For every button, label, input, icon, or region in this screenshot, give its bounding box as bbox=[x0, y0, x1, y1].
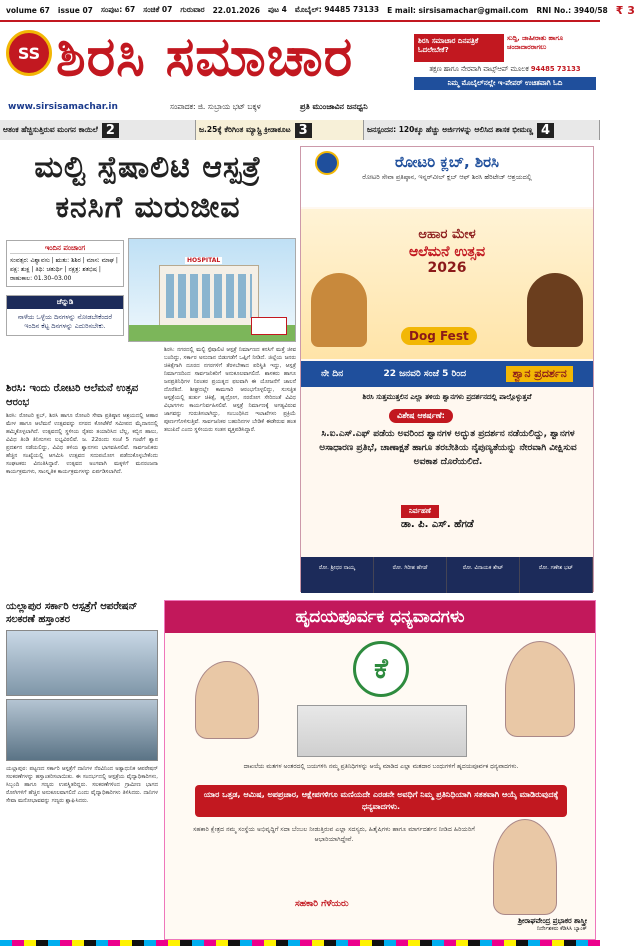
quote-box: ಚೆನ್ನುಡಿ ನಾಳೆಯ ಒಳ್ಳೆಯ ದಿನಗಳನ್ನು ನೋಡಬೇಕೆಂದರೆ ಇಂದಿನ ಕೆಟ್ಟ ದಿನಗಳನ್ನು ಎದುರಿಸಬೇಕು. bbox=[6, 295, 124, 336]
volume: volume 67 bbox=[6, 5, 50, 15]
emblem-icon: SS bbox=[6, 30, 52, 76]
email: E mail: sirsisamachar@gmail.com bbox=[387, 5, 529, 15]
kc-logo-icon: ಕೆ bbox=[353, 641, 409, 697]
story3-photo bbox=[6, 699, 158, 761]
editor-line: ಸಂಪಾದಕ: ಜಿ. ಸುಬ್ರಾಯ ಭಟ್ ಬಕ್ಕಳ bbox=[170, 102, 261, 111]
contact: ರೋ. ಗಣೇಶ ಭಟ್ bbox=[520, 557, 593, 593]
person-photo bbox=[505, 641, 575, 737]
promo-phone: 94485 73133 bbox=[530, 65, 581, 73]
date: 22.01.2026 bbox=[212, 5, 261, 15]
story1-headline[interactable]: ಶಿರಸಿ: ಇಂದು ರೋಟರಿ ಆಲೆಮನೆ ಉತ್ಸವ ಆರಂಭ bbox=[6, 383, 139, 408]
story3-photo bbox=[6, 630, 158, 696]
story3-headline[interactable]: ಯಲ್ಲಾಪುರ ಸರ್ಕಾರಿ ಆಸ್ಪತ್ರೆಗೆ ಆಪರೇಷನ್ ಸಲಕರಣೆ ಹಸ್ತಾಂತರ bbox=[6, 601, 138, 625]
promo-box bbox=[414, 34, 596, 110]
contact: ರೋ. ವಿನಾಯಕ ಶೇಟ್ bbox=[447, 557, 520, 593]
story3-body: ಯಲ್ಲಾಪುರ: ಪಟ್ಟಣದ ಸರ್ಕಾರಿ ಆಸ್ಪತ್ರೆಗೆ ದಾನಿಗಳ ನೆರವಿನಿಂದ ಅತ್ಯಾಧುನಿಕ ಆಪರೇಷನ್ ಸಲಕರಣೆಗಳನ್ನು ಹಸ್ತಾಂತರಿಸಲಾಯಿತು. ಈ ಸಂದರ್ಭದಲ್ಲಿ ಆಸ್ಪತ್ರೆಯ ವೈದ್ಯಾಧಿಕಾರಿಗಳು, ಸಿಬ್ಬಂದಿ ಹಾಗೂ ಗಣ್ಯರು ಉಪಸ್ಥಿತರಿದ್ದರು. ಸಲಕರಣೆಗಳಿಂದ ಗ್ರಾಮೀಣ ಭಾಗದ ರೋಗಿಗಳಿಗೆ ಹೆಚ್ಚಿನ ಅನುಕೂಲವಾಗಲಿದೆ ಎಂದು ವೈದ್ಯಾಧಿಕಾರಿಗಳು ತಿಳಿಸಿದರು. ದಾನಿಗಳ ಸೇವಾ ಮನೋಭಾವವನ್ನು ಗಣ್ಯರು ಶ್ಲಾಘಿಸಿದರು. bbox=[6, 766, 158, 804]
issue: issue 07 bbox=[57, 5, 93, 15]
contacts-row bbox=[301, 557, 593, 593]
dogfest-badge: Dog Fest bbox=[401, 327, 477, 345]
date-band: ನೇ ದಿನ 22 ಜನವರಿ ಸಂಜೆ 5 ರಿಂದ ಶ್ವಾನ ಪ್ರದರ್ಶನ bbox=[301, 361, 593, 387]
mobile: ಮೊಬೈಲ್: 94485 73133 bbox=[294, 5, 380, 14]
thanks-ad: ಹೃದಯಪೂರ್ವಕ ಧನ್ಯವಾದಗಳು ಕೆ ದಾಖಲೆಯ ಮತಗಳ ಅಂತರದಲ್ಲಿ ಜಯಗಳಿಸಿ ನಮ್ಮ ಪ್ರತಿನಿಧಿಗಳನ್ನು ಆಯ್ಕೆ ಮಾಡಿದ ಎಲ್ಲಾ ಮತದಾರ ಬಂಧುಗಳಿಗೆ ಹೃದಯಪೂರ್ವಕ ಧನ್ಯವಾದಗಳು. ಯಾರ ಒತ್ತಡ, ಆಮಿಷ, ಅಪಪ್ರಚಾರ, ಆಕ್ಷೇಪಗಳಿಗೂ ಮಣಿಯದೇ ಎರಡನೇ ಅವಧಿಗೆ ನಿಮ್ಮ ಪ್ರತಿನಿಧಿಯಾಗಿ ಸತತವಾಗಿ ಆಯ್ಕೆ ಮಾಡಿರುವುದಕ್ಕೆ ಧನ್ಯವಾದಗಳು. ಸಹಕಾರಿ ಕ್ಷೇತ್ರದ ನಮ್ಮ ಸಂಸ್ಥೆಯ ಅಭಿವೃದ್ಧಿಗೆ ಸದಾ ಬೆಂಬಲ ನೀಡುತ್ತಿರುವ ಎಲ್ಲಾ ಸದಸ್ಯರು, ಹಿತೈಷಿಗಳು ಹಾಗೂ ಮಾರ್ಗದರ್ಶನ ನೀಡಿದ ಹಿರಿಯರಿಗೆ ಆಭಾರಿಯಾಗಿದ್ದೇವೆ. ಸಹಕಾರಿ ಗೆಳೆಯರು ಶ್ರೀರಾಘವೇಂದ್ರ ಪ್ರಭಾಕರ ಶಾಸ್ತ್ರೀ ನಿರ್ದೇಶಕರು ಕೆಡಿಸಿಸಿ ಬ್ಯಾಂಕ್ bbox=[164, 600, 596, 940]
paper-name: ಶಿರಸಿ ಸಮಾಚಾರ bbox=[56, 25, 354, 88]
volume-kn: ಸಂಪುಟ: 67 bbox=[100, 5, 136, 14]
story2-body: ಶಿರಸಿ: ನಗರದಲ್ಲಿ ಮಲ್ಟಿ ಸ್ಪೆಷಾಲಿಟಿ ಆಸ್ಪತ್ರೆ ನಿರ್ಮಾಣದ ಕನಸಿಗೆ ಮತ್ತೆ ಜೀವ ಬಂದಿದ್ದು, ಸರ್ಕಾರ ಅನುದಾನ ಬಿಡುಗಡೆಗೆ ಒಪ್ಪಿಗೆ ನೀಡಿದೆ. ಜಿಲ್ಲೆಯ ಜನರು ಚಿಕಿತ್ಸೆಗಾಗಿ ದೂರದ ನಗರಗಳಿಗೆ ತೆರಳಬೇಕಾದ ಪರಿಸ್ಥಿತಿ ಇದ್ದು, ಆಸ್ಪತ್ರೆ ನಿರ್ಮಾಣದಿಂದ ಸಾರ್ವಜನಿಕರಿಗೆ ಅನುಕೂಲವಾಗಲಿದೆ. ಶಾಸಕರು ಹಾಗೂ ಜನಪ್ರತಿನಿಧಿಗಳ ನಿರಂತರ ಪ್ರಯತ್ನದ ಫಲವಾಗಿ ಈ ಯೋಜನೆಗೆ ಚಾಲನೆ ದೊರೆತಿದೆ. ಶೀಘ್ರದಲ್ಲೇ ಕಾಮಗಾರಿ ಆರಂಭಗೊಳ್ಳಲಿದ್ದು, ಸುಸಜ್ಜಿತ ಆಸ್ಪತ್ರೆಯಲ್ಲಿ ತುರ್ತು ಚಿಕಿತ್ಸೆ, ಹೃದ್ರೋಗ, ನರರೋಗ ಸೇರಿದಂತೆ ವಿವಿಧ ವಿಭಾಗಗಳು ಕಾರ್ಯನಿರ್ವಹಿಸಲಿವೆ. ಆಸ್ಪತ್ರೆ ನಿರ್ಮಾಣಕ್ಕೆ ಅಗತ್ಯವಿರುವ ಜಾಗವನ್ನು ಗುರುತಿಸಲಾಗಿದ್ದು, ಸಂಬಂಧಿಸಿದ ಇಲಾಖೆಗಳು ಪ್ರಕ್ರಿಯೆ ಪೂರ್ಣಗೊಳಿಸುತ್ತಿವೆ. ಸಾರ್ವಜನಿಕರ ಬಹುದಿನಗಳ ಬೇಡಿಕೆ ಈಡೇರುವ ಹಂತ ತಲುಪಿದೆ ಎಂದು ಸ್ಥಳೀಯರು ಸಂತಸ ವ್ಯಕ್ತಪಡಿಸಿದ್ದಾರೆ. bbox=[164, 347, 296, 433]
promo-bottom: ನಿಮ್ಮ ಮೊಬೈಲ್‌ನಲ್ಲೇ ಇ-ಪೇಪರ್ ಉಚಿತವಾಗಿ ಓದಿ bbox=[414, 77, 596, 90]
panchanga-box: ಇಂದಿನ ಪಂಚಾಂಗ ಸಂವತ್ಸರ: ವಿಶ್ವಾವಸು | ಋತು: ಶಿಶಿರ | ಮಾಸ: ಮಾಘ | ಪಕ್ಷ: ಶುಕ್ಲ | ತಿಥಿ: ಚತುರ್ಥಿ | ನಕ್ಷತ್ರ: ಶತಭಿಷ | ರಾಹುಕಾಲ: 01.30–03.00 bbox=[6, 240, 124, 287]
rotary-logo-icon bbox=[315, 151, 339, 175]
top-info-bar bbox=[0, 0, 635, 22]
contact: ರೋ. ಗಿರೀಶ ಹೆಗಡೆ bbox=[374, 557, 447, 593]
ticker bbox=[0, 120, 600, 140]
website-link[interactable]: www.sirsisamachar.in bbox=[8, 102, 118, 112]
left-column bbox=[6, 240, 124, 336]
hospital-image: HOSPITAL bbox=[128, 238, 296, 342]
story1-body: ಶಿರಸಿ: ರೋಟರಿ ಕ್ಲಬ್, ಶಿರಸಿ ಹಾಗೂ ರೋಟರಿ ಸೇವಾ ಪ್ರತಿಷ್ಠಾನ ಆಶ್ರಯದಲ್ಲಿ ಆಹಾರ ಮೇಳ ಹಾಗೂ ಆಲೆಮನೆ ಉತ್ಸವವನ್ನು ನಗರದ ಕೋಟೆಕೆರೆ ಸಮೀಪದ ಮೈದಾನದಲ್ಲಿ ಹಮ್ಮಿಕೊಳ್ಳಲಾಗಿದೆ. ಉತ್ಸವದಲ್ಲಿ ಸ್ಥಳೀಯ ರೈತರು ತಯಾರಿಸಿದ ಬೆಲ್ಲ, ಕಬ್ಬಿನ ಹಾಲು, ವಿವಿಧ ತಿಂಡಿ ತಿನಿಸುಗಳು ಲಭ್ಯವಿರಲಿವೆ. ಜ. 22ರಂದು ಸಂಜೆ 5 ಗಂಟೆಗೆ ಶ್ವಾನ ಪ್ರದರ್ಶನ ನಡೆಯಲಿದ್ದು, ವಿವಿಧ ತಳಿಯ ಶ್ವಾನಗಳು ಭಾಗವಹಿಸಲಿವೆ. ಸಾರ್ವಜನಿಕರು ಹೆಚ್ಚಿನ ಸಂಖ್ಯೆಯಲ್ಲಿ ಆಗಮಿಸಿ ಉತ್ಸವದ ಸದುಪಯೋಗ ಪಡೆದುಕೊಳ್ಳಬೇಕೆಂದು ಸಂಘಟಕರು ವಿನಂತಿಸಿದ್ದಾರೆ. ಉತ್ಸವದ ಅಂಗವಾಗಿ ಮಕ್ಕಳಿಗೆ ಮನರಂಜನಾ ಕಾರ್ಯಕ್ರಮಗಳು, ಸಾಂಸ್ಕೃತಿಕ ಕಾರ್ಯಕ್ರಮಗಳನ್ನು ಏರ್ಪಡಿಸಲಾಗಿದೆ. bbox=[6, 413, 158, 475]
ambulance-icon bbox=[251, 317, 287, 335]
main-headline: ಮಲ್ಟಿ ಸ್ಪೆಷಾಲಿಟಿ ಆಸ್ಪತ್ರೆ ಕನಸಿಗೆ ಮರುಜೀವ bbox=[34, 150, 262, 225]
person-photo bbox=[493, 819, 557, 915]
promo-right: ಸುದ್ದಿ, ಜಾಹೀರಾತು ಹಾಗೂ ಚಂದಾದಾರರಾಗಲು bbox=[507, 34, 564, 51]
promo-mid: ತಕ್ಷಣ ಹಾಗೂ ನೇರವಾಗಿ ವಾಟ್ಸ್ಆಪ್ ಮೂಲಕ 94485 73133 bbox=[429, 65, 581, 73]
promo-red: ಶಿರಸಿ ಸಮಾಚಾರ ದಿನಪತ್ರಿಕೆ ಓದಲೇಬೇಕೆ? bbox=[414, 34, 504, 62]
rotary-ad: ರೋಟರಿ ಕ್ಲಬ್, ಶಿರಸಿ ರೋಟರಿ ಸೇವಾ ಪ್ರತಿಷ್ಠಾನ, ಇನ್ನರ್‌ವೀಲ್ ಕ್ಲಬ್ ಆಫ್ ಶಿರಸಿ ಹೆರಿಟೇಜ್ ಆಶ್ರಯದಲ್ಲಿ ಆಹಾರ ಮೇಳ ಆಲೆಮನೆ ಉತ್ಸವ 2026 Dog Fest ನೇ ದಿನ 22 ಜನವರಿ ಸಂಜೆ 5 ರಿಂದ ಶ್ವಾನ ಪ್ರದರ್ಶನ ಶಿರಸಿ ಸುತ್ತಮುತ್ತಲಿನ ಎಲ್ಲಾ ತಳಿಯ ಶ್ವಾನಗಳು ಪ್ರದರ್ಶನದಲ್ಲಿ ಪಾಲ್ಗೊಳ್ಳುತ್ತವೆ ವಿಶೇಷ ಆಕರ್ಷಣೆ: ಸಿ.ಐ.ಎಸ್.ಎಫ್ ಪಡೆಯ ಅವರಿಂದ ಶ್ವಾನಗಳ ಅದ್ಭುತ ಪ್ರದರ್ಶನ ನಡೆಯಲಿದ್ದು, ಶ್ವಾನಗಳ ಅಸಾಧಾರಣ ಪ್ರತಿಭೆ, ಚಾಣಾಕ್ಷತೆ ಹಾಗೂ ತರಬೇತಿಯ ನೈಪುಣ್ಯತೆಯನ್ನು ನೇರವಾಗಿ ವೀಕ್ಷಿಸುವ ಅವಕಾಶ ದೊರೆಯಲಿದೆ. ನಿರ್ವಹಣೆ ಡಾ. ಪಿ. ಎಸ್. ಹೆಗಡೆ ರೋ. ಶ್ರೀಧರ ನಾಯ್ಕ ರೋ. ಗಿರೀಶ ಹೆಗಡೆ ರೋ. ವಿನಾಯಕ ಶೇಟ್ ರೋ. ಗಣೇಶ ಭಟ್ bbox=[300, 146, 594, 592]
issue-kn: ಸಂಚಿಕೆ 07 bbox=[143, 5, 173, 14]
ticker-item[interactable]: ಜನಸ್ಪಂದನ: 120ಕ್ಕೂ ಹೆಚ್ಚು ಅರ್ಜಿಗಳನ್ನು ಆಲಿಸಿದ ಶಾಸಕ ಭೀಮಣ್ಣ 4 bbox=[364, 120, 600, 140]
host-section: ನಿರ್ವಹಣೆ ಡಾ. ಪಿ. ಎಸ್. ಹೆಗಡೆ bbox=[401, 507, 474, 530]
dog-icon bbox=[527, 273, 583, 347]
print-colorbar bbox=[0, 940, 600, 946]
dog-icon bbox=[311, 273, 367, 347]
ticker-item[interactable]: ಜ.25ಕ್ಕೆ ಕೆರಿಗಿಂತ ಮ್ಯಾಸ್ಟ್ರಿ ಕ್ರೀಡಾಕೂಟ 3 bbox=[196, 120, 364, 140]
tagline: ಪ್ರತಿ ಮುಂಜಾವಿನ ಜನಧ್ವನಿ bbox=[300, 102, 368, 111]
rni: RNI No.: 3940/58 bbox=[536, 5, 608, 15]
group-photo bbox=[297, 705, 467, 757]
left-story2 bbox=[6, 600, 158, 805]
special-badge: ವಿಶೇಷ ಆಕರ್ಷಣೆ: bbox=[389, 409, 453, 423]
contact: ರೋ. ಶ್ರೀಧರ ನಾಯ್ಕ bbox=[301, 557, 374, 593]
pages: ಪುಟ 4 bbox=[268, 5, 287, 14]
ticker-item[interactable]: ಆತಂಕ ಹೆಚ್ಚಿಸುತ್ತಿರುವ ಮಂಗನ ಕಾಯಿಲೆ 2 bbox=[0, 120, 196, 140]
person-photo bbox=[195, 661, 259, 739]
day: ಗುರುವಾರ bbox=[180, 5, 205, 14]
price: ₹ 3 bbox=[615, 3, 635, 17]
masthead bbox=[0, 24, 600, 116]
